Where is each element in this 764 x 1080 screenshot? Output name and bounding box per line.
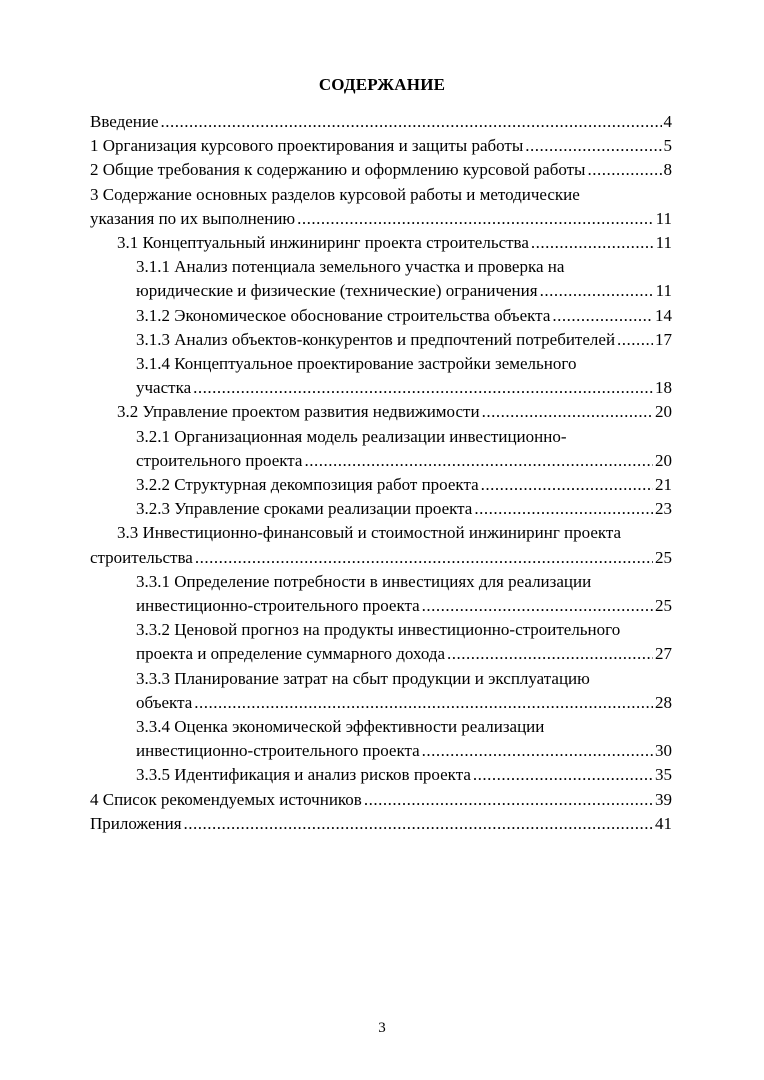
toc-entry-text-cont: строительного проекта [136, 450, 303, 470]
toc-page-number: 35 [655, 765, 672, 785]
toc-entry-text-cont: указания по их выполнению [90, 208, 296, 228]
toc-page-number: 17 [655, 329, 672, 349]
toc-entry-3-3-3[interactable] [90, 667, 672, 715]
toc-leader-dots [422, 594, 653, 618]
toc-entry-text: 3.2.1 Организационная модель реализации инвестиционно- [136, 426, 567, 446]
toc-leader-dots [473, 763, 653, 787]
toc-entry-text: 3.3 Инвестиционно-финансовый и стоимостной инжиниринг проекта [117, 523, 622, 543]
toc-page-number: 23 [655, 499, 672, 519]
toc-entry-3-3-5[interactable] [90, 763, 672, 787]
table-of-contents [90, 110, 672, 836]
toc-page-number: 28 [655, 692, 672, 712]
toc-entry-3-2-2[interactable] [90, 473, 672, 497]
toc-entry-text: 3.3.2 Ценовой прогноз на продукты инвестиционно-строительного [136, 620, 621, 640]
toc-page-number: 4 [663, 112, 672, 131]
toc-page-number: 25 [655, 547, 672, 567]
toc-page-number: 27 [655, 644, 672, 664]
toc-entry-text-cont: объекта [136, 692, 193, 712]
toc-entry-2[interactable] [90, 158, 672, 182]
toc-entry-text: 3.1.2 Экономическое обоснование строительства объекта [136, 305, 551, 325]
toc-leader-dots [447, 642, 653, 666]
toc-entry-text: 3.3.4 Оценка экономической эффективности реализации [136, 717, 545, 737]
toc-entry-text: 3.2.3 Управление сроками реализации проекта [136, 499, 473, 519]
toc-entry-3-3-1[interactable] [90, 570, 672, 618]
toc-entry-3-3-2[interactable] [90, 618, 672, 666]
toc-entry-3-1-4[interactable] [90, 352, 672, 400]
toc-leader-dots [193, 376, 653, 400]
toc-page-number: 11 [655, 233, 672, 253]
toc-leader-dots [194, 691, 653, 715]
toc-page-number: 25 [655, 596, 672, 616]
toc-page-number: 20 [655, 450, 672, 470]
toc-page-number: 5 [663, 136, 672, 156]
toc-leader-dots [540, 279, 654, 303]
toc-entry-text: 2 Общие требования к содержанию и оформлению курсовой работы [90, 160, 586, 180]
toc-page-number: 11 [655, 208, 672, 228]
toc-page-number: 41 [655, 813, 672, 833]
toc-entry-text: Введение [90, 112, 159, 131]
toc-page-number: 14 [655, 305, 672, 325]
toc-entry-text-cont: инвестиционно-строительного проекта [136, 741, 420, 761]
toc-entry-text-cont: проекта и определение суммарного дохода [136, 644, 446, 664]
toc-entry-text: 3.2 Управление проектом развития недвижимости [117, 402, 480, 422]
toc-page-number: 39 [655, 789, 672, 809]
toc-leader-dots [552, 304, 653, 328]
toc-entry-text: 3.1.1 Анализ потенциала земельного участка и проверка на [136, 257, 565, 277]
toc-entry-3[interactable] [90, 183, 672, 231]
toc-leader-dots [304, 449, 653, 473]
toc-entry-text: 3.1 Концептуальный инжиниринг проекта строительства [117, 233, 529, 253]
toc-leader-dots [184, 812, 653, 836]
page-number: 3 [378, 1020, 386, 1036]
toc-entry-text-cont: юридические и физические (технические) ограничения [136, 281, 538, 301]
toc-leader-dots [482, 400, 653, 424]
toc-entry-text: Приложения [90, 813, 182, 833]
toc-entry-text: 3.1.3 Анализ объектов-конкурентов и предпочтений потребителей [136, 329, 616, 349]
toc-page-number: 30 [655, 741, 672, 761]
toc-leader-dots [364, 788, 653, 812]
toc-entry-3-3-4[interactable] [90, 715, 672, 763]
page-title: СОДЕРЖАНИЕ [318, 75, 446, 94]
toc-leader-dots [531, 231, 654, 255]
toc-entry-text: 3 Содержание основных разделов курсовой работы и методические [90, 184, 580, 204]
toc-leader-dots [422, 739, 653, 763]
toc-leader-dots [525, 134, 661, 158]
toc-entry-text-cont: инвестиционно-строительного проекта [136, 596, 420, 616]
toc-page-number: 20 [655, 402, 672, 422]
toc-leader-dots [587, 158, 661, 182]
toc-leader-dots [481, 473, 653, 497]
toc-entry-3-3[interactable] [90, 521, 672, 569]
toc-entry-1[interactable] [90, 134, 672, 158]
toc-entry-3-1-3[interactable] [90, 328, 672, 352]
toc-leader-dots [474, 497, 653, 521]
toc-entry-3-2-1[interactable] [90, 425, 672, 473]
toc-leader-dots [617, 328, 653, 352]
toc-page-number: 11 [655, 281, 672, 301]
toc-entry-text: 3.3.5 Идентификация и анализ рисков проекта [136, 765, 471, 785]
toc-page-number: 18 [655, 378, 672, 398]
toc-entry-3-1-1[interactable] [90, 255, 672, 303]
toc-entry-3-1-2[interactable] [90, 304, 672, 328]
toc-entry-text: 3.1.4 Концептуальное проектирование застройки земельного [136, 354, 577, 374]
toc-entry-text: 3.3.3 Планирование затрат на сбыт продукции и эксплуатацию [136, 668, 590, 688]
toc-page-number: 8 [663, 160, 672, 180]
toc-entry-3-1[interactable] [90, 231, 672, 255]
toc-entry-intro[interactable] [90, 110, 672, 134]
toc-entry-text-cont: строительства [90, 547, 193, 567]
toc-entry-4[interactable] [90, 788, 672, 812]
toc-leader-dots [161, 110, 662, 134]
toc-entry-text: 1 Организация курсового проектирования и защиты работы [90, 136, 524, 156]
toc-entry-text: 3.2.2 Структурная декомпозиция работ проекта [136, 475, 479, 495]
toc-entry-text: 4 Список рекомендуемых источников [90, 789, 362, 809]
toc-entry-text-cont: участка [136, 378, 192, 398]
toc-entry-3-2-3[interactable] [90, 497, 672, 521]
toc-page-number: 21 [655, 475, 672, 495]
toc-entry-appendices[interactable] [90, 812, 672, 836]
toc-entry-3-2[interactable] [90, 400, 672, 424]
toc-entry-text: 3.3.1 Определение потребности в инвестициях для реализации [136, 571, 592, 591]
toc-leader-dots [297, 207, 654, 231]
toc-leader-dots [195, 546, 653, 570]
